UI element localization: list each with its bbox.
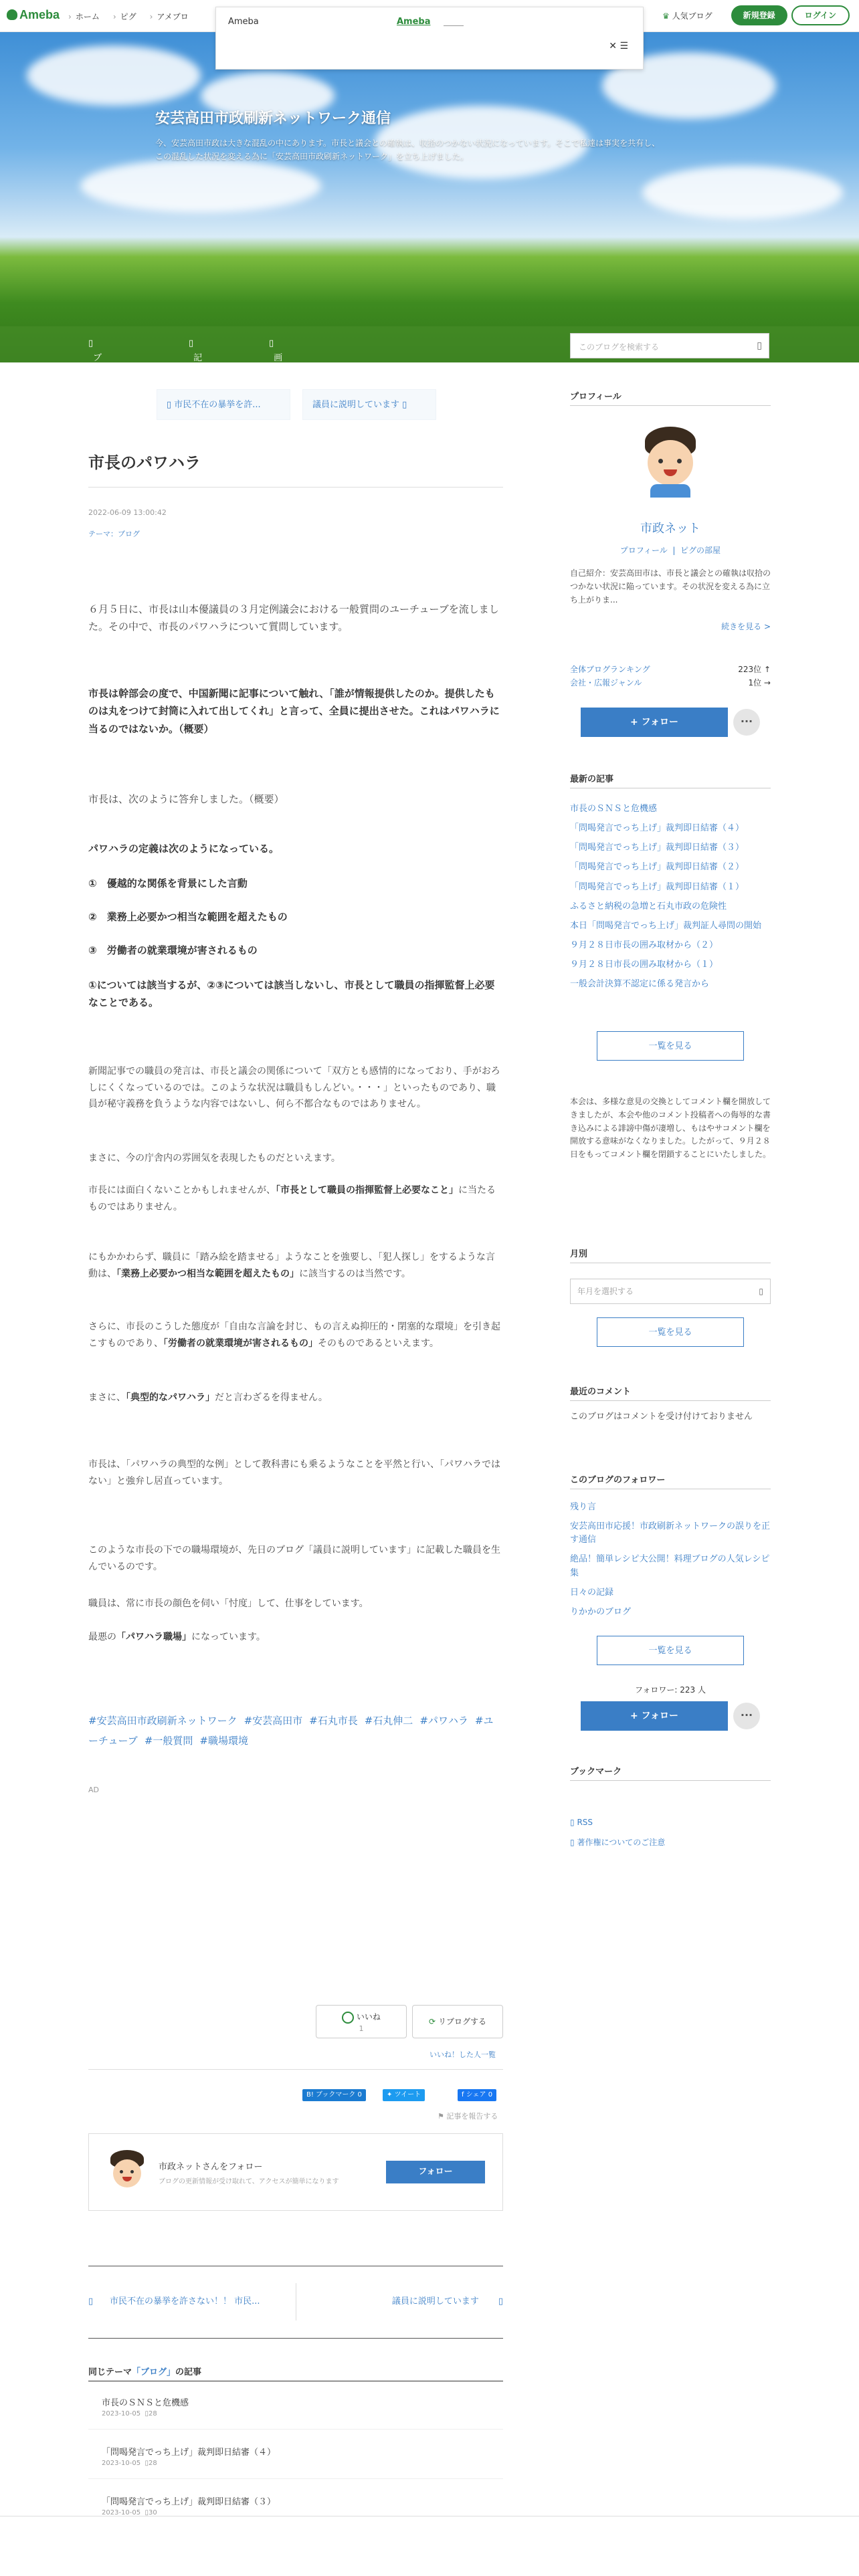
hashtag-link[interactable]: #石丸市長: [309, 1715, 358, 1727]
overlay-blank: [444, 17, 464, 26]
recent-item[interactable]: ９月２８日市長の囲み取材から（２）: [570, 940, 719, 950]
divider: [88, 2069, 503, 2070]
nav-entry-list[interactable]: ▯ 記事一: [189, 338, 203, 389]
recent-list: [570, 802, 771, 997]
cloud-decoration: [80, 159, 321, 213]
popular-blog-link[interactable]: ♛ 人気ブログ: [662, 11, 712, 21]
follower-item[interactable]: 絶品！簡単レシピ大公開！料理ブログの人気レシピ集: [570, 1554, 770, 1578]
divider: [88, 2478, 503, 2479]
profile-avatar[interactable]: [640, 427, 701, 500]
follow-card-subtitle: ブログの更新情報が受け取れて、アクセスが簡単になります: [159, 2178, 339, 2185]
follower-item[interactable]: りかかのブログ: [570, 1606, 632, 1617]
entry-paragraph: 市長には面白くないことかもしれませんが、「市長として職員の指揮監督上必要なこと」に当たるものではありません。: [88, 1185, 496, 1212]
liked-by-link[interactable]: いいね！した人一覧: [430, 2050, 496, 2059]
recent-item[interactable]: ９月２８日市長の囲み取材から（１）: [570, 960, 719, 970]
entry-paragraph: パワハラの定義は次のようになっている。: [88, 843, 280, 855]
list-item[interactable]: 「問喝発言でっち上げ」裁判即日結審（３）: [102, 2497, 276, 2507]
ameba-logo[interactable]: Ameba: [7, 8, 60, 22]
read-more-link[interactable]: 続きを見る >: [721, 622, 771, 631]
facebook-share-button[interactable]: f シェア 0: [458, 2089, 496, 2101]
search-icon[interactable]: ▯: [757, 340, 762, 351]
like-button[interactable]: いいね 1: [316, 2005, 407, 2038]
comment-icon: ▯: [145, 2410, 149, 2418]
comment-icon: ▯: [145, 2509, 149, 2516]
chevron-down-icon: ▯: [759, 1287, 763, 1296]
follow-card-title: 市政ネットさんをフォロー: [159, 2162, 263, 2172]
more-menu-button-2[interactable]: ···: [733, 1703, 760, 1729]
reblog-icon: ⟳: [429, 2017, 436, 2026]
prev-entry-bottom[interactable]: ▯ 市民不在の暴挙を許さない！！ 市民...: [88, 2296, 260, 2306]
entry-paragraph: 市長は、「パワハラの典型的な例」として教科書にも乗るようなことを平然と行い、「パワハラではない」と強弁し居直っています。: [88, 1459, 500, 1487]
nav-ameblo[interactable]: › アメブロ: [150, 12, 189, 21]
rss-link[interactable]: ▯ RSS: [570, 1818, 593, 1827]
bird-icon: ✦: [387, 2091, 393, 2099]
ranking-genre-link[interactable]: 会社・広報ジャンル: [570, 678, 642, 687]
entry-paragraph: 新聞記事での職員の発言は、市長と議会の関係について「双方とも感情的になっており、手がおろしにくくなっているのでは。このような状況は職員もしんどい。・・・」といったものであり、職員が秘守義務を負うような内容ではないし、何ら不都合なものではありません。: [88, 1066, 500, 1109]
cloud-decoration: [642, 166, 843, 219]
list-item[interactable]: 市長のＳＮＳと危機感: [102, 2398, 189, 2408]
entry-paragraph: まさに、「典型的なパワハラ」だと言わざるを得ません。: [88, 1392, 328, 1403]
overlay-label: Ameba: [228, 17, 259, 27]
entry-paragraph: 市長は幹部会の度で、中国新聞に記事について触れ、「誰が情報提供したのか。提供したものは丸をつけて封筒に入れて出してくれ」と言って、全員に提出させた。これはパワハラに当るのではないか。（概要）: [88, 687, 500, 735]
entry-paragraph: にもかかわらず、職員に「踏み絵を踏ませる」ようなことを強要し、「犯人探し」をするような言動は、「業務上必要かつ相当な範囲を超えたもの」に該当するのは当然です。: [88, 1252, 495, 1279]
nav-blog-top[interactable]: ▯ ブログトップ: [88, 338, 102, 427]
divider: [570, 1400, 771, 1401]
report-link[interactable]: ⚑ 記事を報告する: [438, 2112, 498, 2121]
list-item[interactable]: 「問喝発言でっち上げ」裁判即日結審（４）: [102, 2448, 276, 2458]
hashtag-link[interactable]: #ユーチューブ: [88, 1715, 494, 1747]
tweet-button[interactable]: ✦ ツイート: [383, 2089, 425, 2101]
entry-theme: テーマ：ブログ: [88, 530, 140, 538]
entry-paragraph: 職員は、常に市長の顔色を伺い「忖度」して、仕事をしています。: [88, 1598, 369, 1609]
crown-icon: ♛: [662, 11, 670, 21]
comments-text: このブログはコメントを受け付けておりません: [570, 1412, 753, 1422]
divider: [570, 1780, 771, 1781]
followers-count: フォロワー: 223 人: [635, 1685, 706, 1695]
item-meta: 2023-10-05 ▯28: [102, 2410, 157, 2418]
profile-heading: プロフィール: [570, 392, 622, 402]
recent-item[interactable]: 「問喝発言でっち上げ」裁判即日結審（３）: [570, 843, 745, 853]
entry-paragraph: このような市長の下での職場環境が、先日のブログ「議員に説明しています」に記載した職員を生んでいるのです。: [88, 1545, 500, 1572]
recent-item[interactable]: ふるさと納税の急増と石丸市政の危険性: [570, 901, 727, 911]
recent-list-button[interactable]: 一覧を見る: [597, 1031, 744, 1061]
top-right-actions: [662, 5, 850, 25]
chevron-right-icon: ▯: [498, 2296, 503, 2306]
recent-item[interactable]: 一般会計決算不認定に係る発言から: [570, 979, 710, 990]
ranking-overall-link[interactable]: 全体ブログランキング: [570, 665, 650, 674]
monthly-heading: 月別: [570, 1249, 588, 1259]
hatena-bookmark-button[interactable]: B! ブックマーク 0: [302, 2089, 366, 2101]
ranking-genre-value: 1位 →: [748, 678, 771, 687]
hashtag-list: [88, 1711, 503, 1751]
follower-item[interactable]: 安芸高田市応援！市政刷新ネットワークの誤りを正す通信: [570, 1521, 771, 1545]
recent-heading: 最新の記事: [570, 774, 614, 784]
hashtag-link[interactable]: #一般質問: [144, 1735, 193, 1747]
ad-label: AD: [88, 1786, 99, 1794]
divider: [88, 2429, 503, 2430]
hashtag-link[interactable]: #パワハラ: [419, 1715, 468, 1727]
item-meta: 2023-10-05 ▯28: [102, 2460, 157, 2467]
facebook-icon: f: [462, 2091, 464, 2099]
hashtag-link[interactable]: #安芸高田市: [244, 1715, 303, 1727]
hashtag-link[interactable]: #石丸伸二: [364, 1715, 413, 1727]
followers-heading: このブログのフォロワー: [570, 1475, 666, 1485]
follow-button[interactable]: フォロー: [386, 2161, 485, 2183]
month-select[interactable]: 年月を選択する ▯: [570, 1279, 771, 1304]
recent-item[interactable]: 「問喝発言でっち上げ」裁判即日結審（４）: [570, 823, 745, 834]
nav-image-list[interactable]: ▯ 画像一: [269, 338, 283, 389]
next-entry-link[interactable]: 議員に説明しています ▯: [302, 389, 436, 420]
comments-heading: 最近のコメント: [570, 1387, 632, 1397]
smile-icon: [342, 2012, 354, 2024]
title-divider: [88, 487, 503, 488]
entry-title: 市長のパワハラ: [88, 453, 201, 472]
follow-button-2[interactable]: + フォロー: [581, 1701, 728, 1731]
hashtag-link[interactable]: #職場環境: [199, 1735, 248, 1747]
recent-item[interactable]: 「問喝発言でっち上げ」裁判即日結審（２）: [570, 862, 745, 873]
entry-paragraph: まさに、今の庁舎内の雰囲気を表現したものだといえます。: [88, 1153, 341, 1164]
prev-entry-link[interactable]: ▯ 市民不在の暴挙を許...: [157, 389, 290, 420]
divider: [570, 405, 771, 406]
login-button[interactable]: ログイン: [791, 5, 850, 25]
document-icon: ▯: [570, 1838, 575, 1847]
global-nav: [68, 11, 202, 22]
entry-date: 2022-06-09 13:00:42: [88, 508, 167, 517]
comment-notice: 本会は、多様な意見の交換としてコメント欄を開放してきましたが、本会や他のコメント投稿者への侮辱的な書き込みによる誹謗中傷が凄増し、もはやサコメント欄を開放する意味がなくなりました。したがって、９月２８日をもってコメント欄を閉鎖することにいたしました。: [570, 1097, 771, 1160]
list-item: ① 優越的な関係を背景にした言動: [88, 877, 248, 889]
reblog-button[interactable]: ⟳ リブログする: [412, 2005, 503, 2038]
list-item: ③ 労働者の就業環境が害されるもの: [88, 944, 258, 956]
overlay-link[interactable]: Ameba: [397, 17, 431, 27]
nav-pigg[interactable]: › ピグ: [113, 12, 136, 21]
monthly-list-button[interactable]: 一覧を見る: [597, 1317, 744, 1347]
follower-item[interactable]: 日々の記録: [570, 1587, 614, 1598]
close-icon[interactable]: ✕ ☰: [609, 41, 628, 51]
flag-icon: ⚑: [438, 2112, 444, 2121]
copyright-link[interactable]: ▯ 著作権についてのご注意: [570, 1838, 666, 1847]
bookmark-heading: ブックマーク: [570, 1767, 622, 1777]
frog-icon: [7, 9, 17, 20]
followers-list-button[interactable]: 一覧を見る: [597, 1636, 744, 1665]
entry-paragraph: 市長は、次のように答弁しました。（概要）: [88, 793, 284, 805]
blog-title[interactable]: 安芸高田市政刷新ネットワーク通信: [155, 110, 391, 127]
recent-item[interactable]: 「問喝発言でっち上げ」裁判即日結審（１）: [570, 881, 745, 892]
blog-search-input[interactable]: このブログを検索する ▯: [570, 333, 769, 358]
signup-button[interactable]: 新規登録: [731, 5, 787, 25]
blog-description: 今、安芸高田市政は大きな混乱の中にあります。市長と議会との確執は、収拾のつかない状況になっています。そこで私達は事実を共有し、この混乱した状況を変える為に「安芸高田市政刷新ネットワーク」を立ち上げました。: [155, 138, 660, 162]
follower-item[interactable]: 残り言: [570, 1502, 597, 1512]
follow-card: [88, 2133, 503, 2211]
follow-button[interactable]: + フォロー: [581, 708, 728, 737]
entry-paragraph: ①については該当するが、②③については該当しないし、市長として職員の指揮監督上必要なことである。: [88, 979, 495, 1009]
item-meta: 2023-10-05 ▯30: [102, 2509, 157, 2516]
divider: [88, 2338, 503, 2339]
profile-link[interactable]: プロフィール: [619, 546, 668, 555]
profile-links: プロフィール | ピグの部屋: [619, 546, 721, 555]
recent-item[interactable]: 市長のＳＮＳと危機感: [570, 804, 658, 814]
pig-room-link[interactable]: ピグの部屋: [680, 546, 721, 555]
more-menu-button[interactable]: ···: [733, 709, 760, 736]
followers-list: [570, 1501, 771, 1625]
next-entry-bottom[interactable]: 議員に説明しています ▯: [391, 2296, 503, 2306]
entry-paragraph: 最悪の「パワハラ職場」になっています。: [88, 1632, 266, 1642]
rss-icon: ▯: [570, 1818, 575, 1827]
chevron-left-icon: ▯: [88, 2296, 94, 2306]
nav-home[interactable]: › ホーム: [68, 12, 100, 21]
entry-paragraph: ６月５日に、市長は山本優議員の３月定例議会における一般質問のユーチューブを流しました。その中で、市長のパワハラについて質問しています。: [88, 603, 499, 633]
comment-icon: ▯: [145, 2460, 149, 2467]
ameba-overlay-panel: [215, 7, 644, 70]
recent-item[interactable]: 本日「問喝発言でっち上げ」裁判証人尋問の開始: [570, 920, 762, 931]
avatar: [108, 2150, 147, 2193]
same-theme-heading: 同じテーマ「ブログ」の記事: [88, 2367, 202, 2377]
profile-text: 自己紹介：安芸高田市は、市長と議会との確執は収拾のつかない状況に陥っています。その状況を変える為に立ち上がりま...: [570, 568, 771, 605]
hashtag-link[interactable]: #安芸高田市政刷新ネットワーク: [88, 1715, 237, 1727]
cloud-decoration: [27, 45, 201, 106]
ranking-overall-value: 223位 ↑: [738, 665, 771, 674]
list-item: ② 業務上必要かつ相当な範囲を超えたもの: [88, 911, 288, 923]
entry-paragraph: さらに、市長のこうした態度が「自由な言論を封じ、もの言えぬ抑圧的・閉塞的な環境」を引き起こすものであり、「労働者の就業環境が害されるもの」そのものであるといえます。: [88, 1321, 500, 1349]
profile-name[interactable]: 市政ネット: [640, 522, 700, 536]
